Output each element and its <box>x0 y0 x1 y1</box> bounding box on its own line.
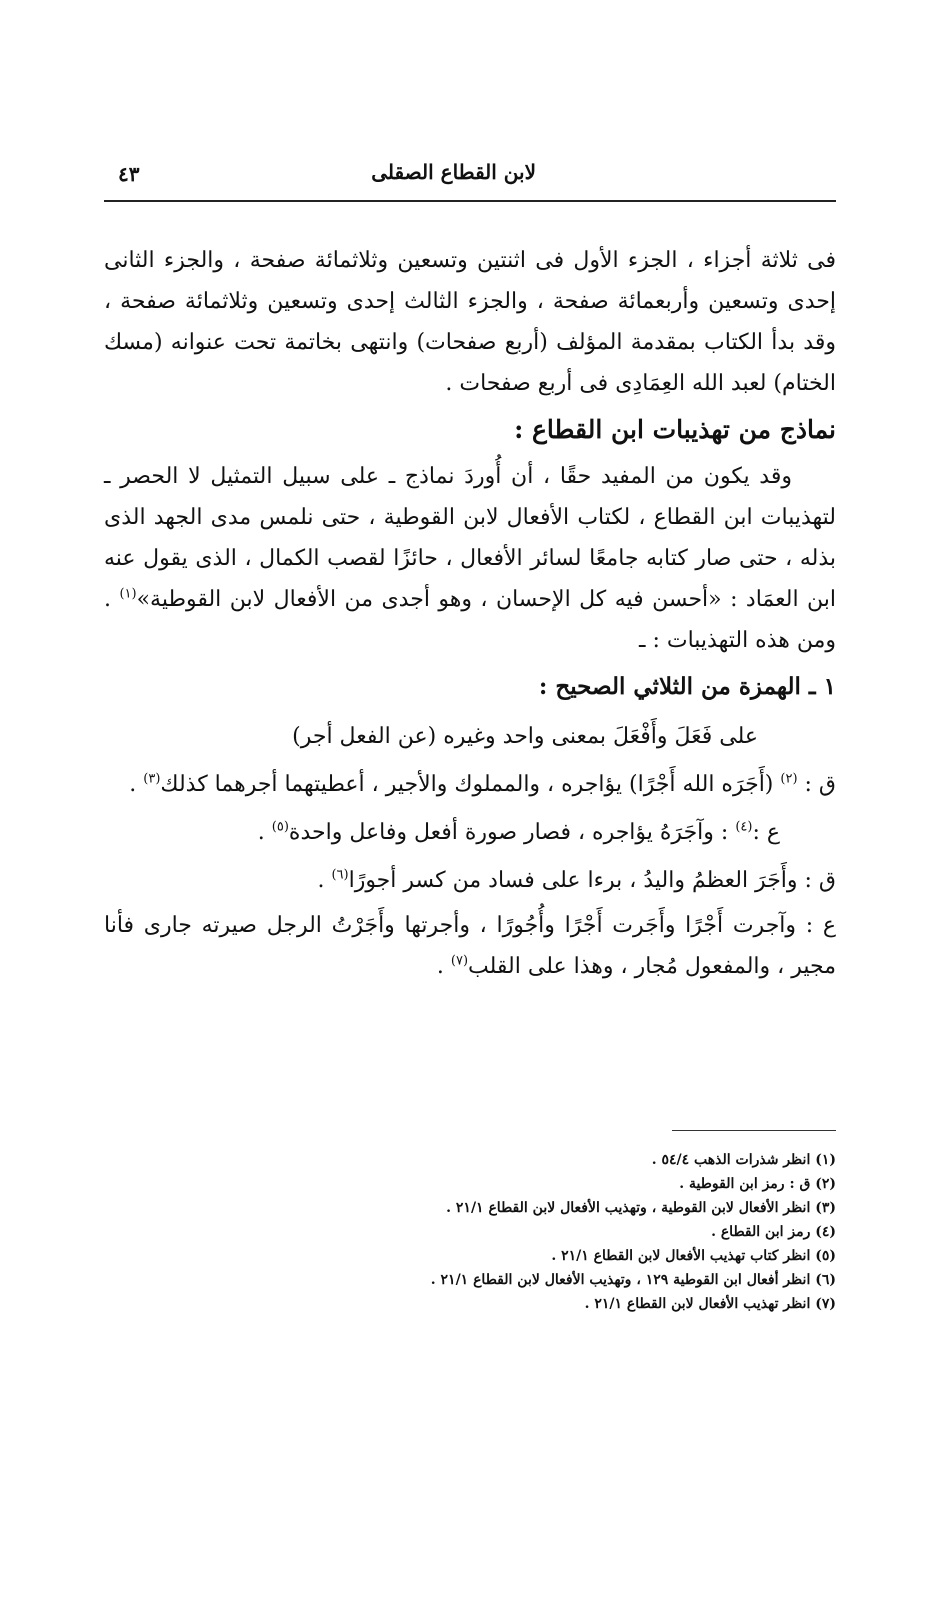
footnote-ref: (١) <box>119 586 137 602</box>
paragraph-3 <box>104 905 836 987</box>
running-header <box>104 158 836 194</box>
footnote-ref: (٥) <box>271 819 289 835</box>
footnote: (٣) انظر الأفعال لابن القوطية ، وتهذيب الأفعال لابن القطاع ٢١/١ . <box>446 1200 836 1216</box>
footnote-ref: (٤) <box>735 819 753 835</box>
entry-prefix: ع : <box>752 820 780 845</box>
entry-text: وأَجَرَ العظمُ واليدُ ، برءا على فساد من كسر أجورًا <box>348 868 798 893</box>
intro-line: على فَعَلَ وأَفْعَلَ بمعنى واحد وغيره (عن الفعل أجر) <box>292 724 758 749</box>
paragraph-3-text: ع : وآجرت أَجْرًا وأَجَرت أَجْرًا وأُجُورًا ، وأجرتها وأَجَرْتُ الرجل صيرته جارى فأنا مجير ، والمفعول مُجار ، وهذا على القلب <box>104 913 836 979</box>
entry-line <box>104 761 836 809</box>
footnote: (١) انظر شذرات الذهب ٥٤/٤ . <box>651 1152 836 1168</box>
entry-end: . <box>257 820 272 845</box>
paragraph-2-tail: . ومن هذه التهذيبات : ـ <box>104 587 836 653</box>
footnote-ref: (٢) <box>780 771 798 787</box>
entry-end: . <box>129 772 144 797</box>
entry-text: (أَجَرَه الله أَجْرًا) يؤاجره ، والمملوك والأجير ، أعطيتهما أجرهما كذلك <box>160 772 781 797</box>
paragraph-2-text: وقد يكون من المفيد حقًا ، أن أُوردَ نماذج ـ على سبيل التمثيل لا الحصر ـ لتهذيبات ابن القطاع ، لكتاب الأفعال لابن القوطية ، حتى نلمس مدى الجهد الذى بذله ، حتى صار كتابه جامعًا لسائر الأفعال ، حائزًا لقصب الكمال ، الذى يقول عنه ابن العمَاد : «أحسن فيه كل الإحسان ، وهو أجدى من الأفعال لابن القوطية» <box>104 464 836 612</box>
footnote-rule <box>672 1130 836 1131</box>
entry-prefix: ق : <box>797 868 836 893</box>
section-heading: نماذج من تهذيبات ابن القطاع : <box>514 415 836 444</box>
footnotes <box>104 1148 836 1316</box>
page-number: ٤٣ <box>118 162 140 186</box>
entry-prefix: ق : <box>797 772 836 797</box>
footnote: (٢) ق : رمز ابن القوطية . <box>679 1176 836 1192</box>
entry-line <box>104 809 836 857</box>
header-rule <box>104 200 836 202</box>
entry-line <box>104 857 836 905</box>
footnote: (٧) انظر تهذيب الأفعال لابن القطاع ٢١/١ . <box>584 1296 836 1312</box>
subsection-heading: ١ ـ الهمزة من الثلاثي الصحيح : <box>538 673 836 700</box>
paragraph-2 <box>104 456 836 661</box>
running-title: لابن القطاع الصقلى <box>371 160 536 184</box>
entry-text: : وآجَرَهُ يؤاجره ، فصار صورة أفعل وفاعل واحدة <box>288 820 736 845</box>
footnote: (٥) انظر كتاب تهذيب الأفعال لابن القطاع ٢١/١ . <box>551 1248 836 1264</box>
paragraph-3-end: . <box>436 954 451 979</box>
footnote: (٦) انظر أفعال ابن القوطية ١٢٩ ، وتهذيب الأفعال لابن القطاع ٢١/١ . <box>430 1272 836 1288</box>
main-text <box>104 240 836 987</box>
footnote-ref: (٦) <box>331 867 349 883</box>
footnote-ref: (٣) <box>143 771 161 787</box>
entry-end: . <box>317 868 332 893</box>
footnote-ref: (٧) <box>450 953 469 969</box>
paragraph-1: فى ثلاثة أجزاء ، الجزء الأول فى اثنتين وتسعين وثلاثمائة صفحة ، والجزء الثانى إحدى وتسعين وأربعمائة صفحة ، والجزء الثالث إحدى وتسعين وثلاثمائة صفحة ، وقد بدأ الكتاب بمقدمة المؤلف (أربع صفحات) وانتهى بخاتمة تحت عنوانه (مسك الختام) لعبد الله العِمَادِى فى أربع صفحات . <box>104 248 836 396</box>
footnote: (٤) رمز ابن القطاع . <box>711 1224 836 1240</box>
